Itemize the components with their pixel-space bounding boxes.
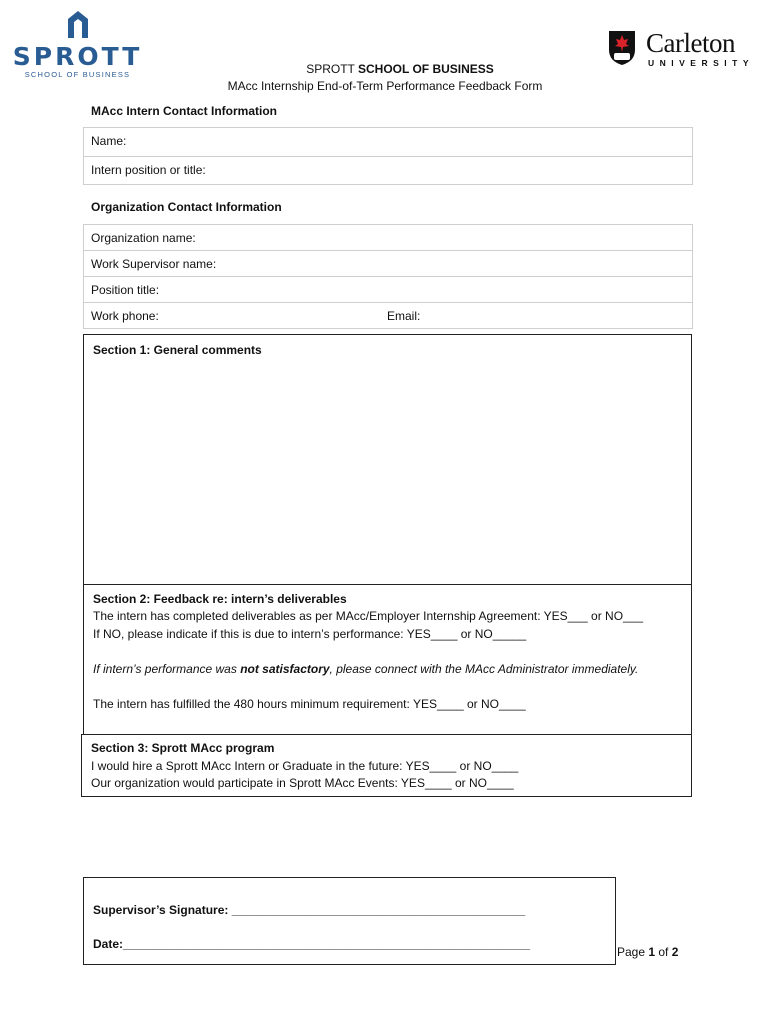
section2-hours-line[interactable]: The intern has fulfilled the 480 hours minimum requirement: YES____ or NO____ <box>93 697 526 711</box>
phone-email-row[interactable] <box>84 303 692 328</box>
note-prefix: If intern’s performance was <box>93 662 241 676</box>
intern-contact-table <box>83 127 693 185</box>
page-number <box>617 945 678 959</box>
position-title-label: Position title: <box>91 283 160 297</box>
org-contact-heading: Organization Contact Information <box>91 200 282 214</box>
heading-school-name: SCHOOL OF BUSINESS <box>358 62 494 76</box>
form-title: MAcc Internship End-of-Term Performance Feedback Form <box>227 79 543 93</box>
section3-box <box>81 734 692 797</box>
heading-prefix: SPROTT <box>306 62 358 76</box>
intern-contact-heading: MAcc Intern Contact Information <box>91 104 278 118</box>
supervisor-name-field[interactable] <box>84 251 692 277</box>
carleton-subtitle: UNIVERSITY <box>648 58 755 68</box>
page-prefix: Page <box>617 945 649 959</box>
section2-deliverables-line[interactable]: The intern has completed deliverables as per MAcc/Employer Internship Agreement: YES___ or NO___ <box>93 609 644 623</box>
org-contact-table <box>83 224 693 329</box>
supervisor-signature-field[interactable]: Supervisor’s Signature: ____________________________________________ <box>93 903 526 917</box>
signature-box <box>83 877 616 965</box>
page-current: 1 <box>648 945 656 959</box>
sprott-subtitle: SCHOOL OF BUSINESS <box>24 70 131 79</box>
email-label: Email: <box>387 309 421 323</box>
page-of: of <box>655 945 672 959</box>
section2-note <box>93 662 638 676</box>
sprott-mark-icon <box>67 10 89 38</box>
note-suffix: , please connect with the MAcc Administrator immediately. <box>329 662 639 676</box>
note-emphasis: not satisfactory <box>240 662 330 676</box>
section2-performance-line[interactable]: If NO, please indicate if this is due to intern’s performance: YES____ or NO_____ <box>93 627 527 641</box>
section2-title: Section 2: Feedback re: intern’s deliverables <box>93 592 347 606</box>
supervisor-name-label: Work Supervisor name: <box>91 257 217 271</box>
org-name-field[interactable] <box>84 225 692 251</box>
page-total: 2 <box>671 945 679 959</box>
position-title-field[interactable] <box>84 277 692 303</box>
carleton-wordmark: Carleton <box>646 28 735 58</box>
intern-name-label: Name: <box>91 134 127 148</box>
section1-title: Section 1: General comments <box>93 343 262 357</box>
section3-hire-line[interactable]: I would hire a Sprott MAcc Intern or Graduate in the future: YES____ or NO____ <box>91 759 519 773</box>
work-phone-label: Work phone: <box>91 309 159 323</box>
date-field[interactable]: Date:_____________________________________________________________ <box>93 937 531 951</box>
intern-position-field[interactable] <box>84 157 692 184</box>
form-school-heading <box>0 62 770 76</box>
intern-name-field[interactable] <box>84 128 692 157</box>
section3-title: Section 3: Sprott MAcc program <box>91 741 275 755</box>
section1-box[interactable] <box>83 334 692 585</box>
intern-position-label: Intern position or title: <box>91 163 206 177</box>
org-name-label: Organization name: <box>91 231 196 245</box>
section3-events-line[interactable]: Our organization would participate in Sprott MAcc Events: YES____ or NO____ <box>91 776 514 790</box>
sprott-wordmark: SPROTT <box>12 42 143 71</box>
carleton-shield-icon <box>608 30 636 66</box>
section2-box <box>83 584 692 735</box>
